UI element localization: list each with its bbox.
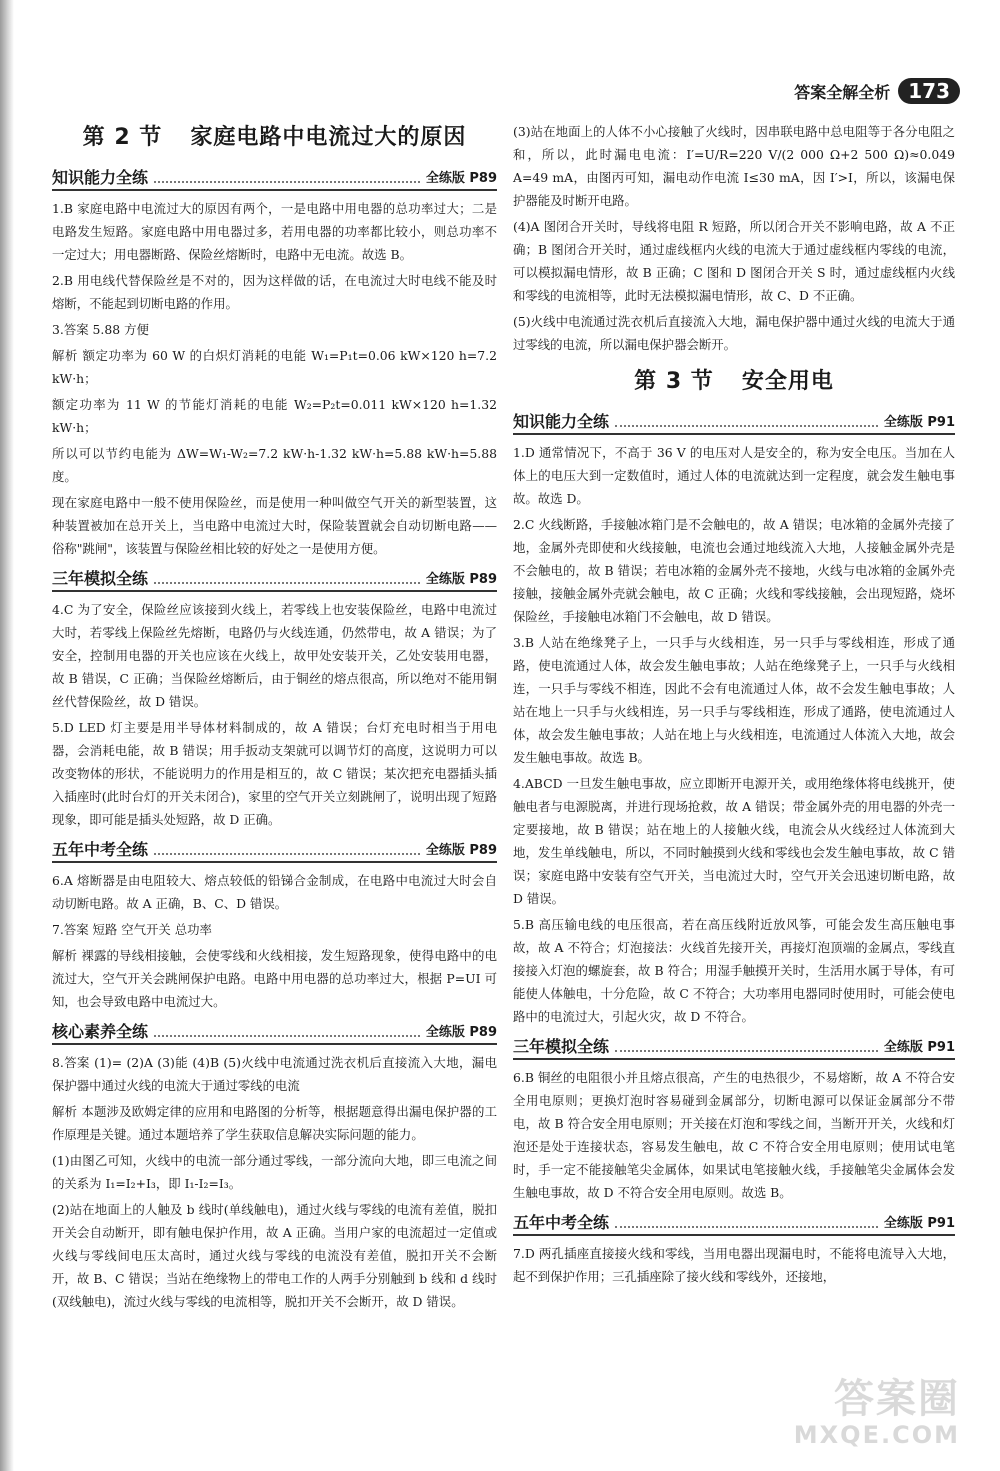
subsection-name: 五年中考全练 [513,1212,610,1232]
page-header [794,78,960,104]
answer-3-analysis-b: 额定功率为 11 W 的节能灯消耗的电能 W₂=P₂t=0.011 kW×120 h=1.32 kW·h； [52,397,497,435]
header-title: 答案全解全析 [794,82,891,102]
subsection-bar [52,835,497,863]
answer-3-analysis-c: 所以可以节约电能为 ΔW=W₁-W₂=7.2 kW·h-1.32 kW·h=5.88 kW·h=5.88 度。 [52,446,497,484]
subsection-bar [52,163,497,191]
subsection-page-ref: 全练版 P89 [425,1024,497,1040]
answer-5: 5.B 高压输电线的电压很高，若在高压线附近放风筝，可能会发生高压触电事故，故 A 不符合；灯泡接法：火线首先接开关，再接灯泡顶端的金属点，零线直接接入灯泡的螺旋套，故 B 符合；用湿手触摸开关时，生活用水属于导体，有可能使人体触电，十分危险，故 C 不符合；大功率用电器同时使用时，可能会使电路中的电流过大，引起火灾，故 D 不符合。 [513,917,955,1024]
answer-8-analysis-e: (4)A 图闭合开关时，导线将电阻 R 短路，所以闭合开关不影响电路，故 A 不正确；B 图闭合开关时，通过虚线框内火线的电流大于通过虚线框内零线的电流，可以模拟漏电情形，故 B 正确；C 图和 D 图闭合开关 S 时，通过虚线框内火线和零线的电流相等，此时无法模拟漏电情形，故 C、D 不正确。 [513,219,955,303]
answer-3-key: 3.答案 5.88 方便 [52,322,149,337]
answer-8-analysis-d: (3)站在地面上的人体不小心接触了火线时，因串联电路中总电阻等于各分电阻之和，所以，此时漏电电流：I′=U/R=220 V/(2 000 Ω+2 500 Ω)≈0.049 A=49 mA，由图丙可知，漏电动作电流 I≤30 mA，因 I′>I，所以，该漏电保护器能及时断开电路。 [513,124,955,208]
subsection-page-ref: 全练版 P91 [883,1215,955,1231]
dotted-divider [615,413,878,427]
watermark-text: 答案圈 [834,1376,960,1422]
watermark-url: MXQE.COM [793,1421,960,1449]
answer-3-analysis-d: 现在家庭电路中一般不使用保险丝，而是使用一种叫做空气开关的新型装置，这种装置被加在总开关上，当电路中电流过大时，保险装置就会自动切断电路——俗称"跳闸"，该装置与保险丝相比较的好处之一是使用方便。 [52,495,497,556]
page-number: 173 [898,78,960,104]
answer-7-key: 7.答案 短路 空气开关 总功率 [52,922,212,937]
dotted-divider [154,841,420,855]
subsection-bar [513,407,955,435]
section-title-3 [513,364,955,395]
left-column [52,112,497,1316]
dotted-divider [615,1038,878,1052]
subsection-name: 知识能力全练 [52,167,149,187]
answer-8-analysis-a: 解析 本题涉及欧姆定律的应用和电路图的分析等，根据题意得出漏电保护器的工作原理是关键。通过本题培养了学生获取信息解决实际问题的能力。 [52,1104,497,1142]
section-title-2 [52,120,497,151]
answer-7: 7.D 两孔插座直接接火线和零线，当用电器出现漏电时，不能将电流导入大地，起不到保护作用；三孔插座除了接火线和零线外，还接地， [513,1246,955,1284]
answer-5: 5.D LED 灯主要是用半导体材料制成的，故 A 错误；台灯充电时相当于用电器，会消耗电能，故 B 错误；用手扳动支架就可以调节灯的高度，这说明力可以改变物体的形状，不能说明力的作用是相互的，故 C 错误；某次把充电器插头插入插座时(此时台灯的开关未闭合)，家里的空气开关立刻跳闸了，说明出现了短路现象，即可能是插头处短路，故 D 正确。 [52,720,497,827]
answer-8-key: 8.答案 (1)= (2)A (3)能 (4)B (5)火线中电流通过洗衣机后直接流入大地，漏电保护器中通过火线的电流大于通过零线的电流 [52,1055,497,1093]
subsection-bar [513,1208,955,1236]
subsection-bar [52,564,497,592]
answer-2: 2.C 火线断路，手接触冰箱门是不会触电的，故 A 错误；电冰箱的金属外壳接了地，金属外壳即使和火线接触，电流也会通过地线流入大地，人接触金属外壳是不会触电的，故 B 错误；若电冰箱的金属外壳不接地，火线与电冰箱的金属外壳接触，接触金属外壳就会触电，故 C 正确；火线和零线接触，会出现短路，烧坏保险丝，手接触电冰箱门不会触电，故 D 错误。 [513,517,955,624]
dotted-divider [154,169,420,183]
subsection-page-ref: 全练版 P91 [883,1039,955,1055]
answer-4: 4.C 为了安全，保险丝应该接到火线上，若零线上也安装保险丝，电路中电流过大时，若零线上保险丝先熔断，电路仍与火线连通，仍然带电，故 A 错误；为了安全，控制用电器的开关也应该在火线上，故甲处安装开关，乙处安装用电器，故 B 错误，C 正确；当保险丝熔断后，由于铜丝的熔点很高，所以绝对不能用铜丝代替保险丝，故 D 错误。 [52,602,497,709]
subsection-name: 五年中考全练 [52,839,149,859]
answer-4: 4.ABCD 一旦发生触电事故，应立即断开电源开关，或用绝缘体将电线挑开，使触电者与电源脱离，并进行现场抢救，故 A 错误；带金属外壳的用电器的外壳一定要接地，故 B 错误；站在地上的人接触火线，电流会从火线经过人体流到大地，发生单线触电，所以，不同时触摸到火线和零线也会发生触电事故，故 C 错误；家庭电路中安装有空气开关，当电流过大时，空气开关会迅速切断电路，故 D 错误。 [513,776,955,906]
subsection-bar [513,1032,955,1060]
subsection-page-ref: 全练版 P91 [883,414,955,430]
subsection-bar [52,1017,497,1045]
subsection-page-ref: 全练版 P89 [425,571,497,587]
answer-6: 6.A 熔断器是由电阻较大、熔点较低的铅锑合金制成，在电路中电流过大时会自动切断电路。故 A 正确，B、C、D 错误。 [52,873,497,911]
answer-7-analysis: 解析 裸露的导线相接触，会使零线和火线相接，发生短路现象，使得电路中的电流过大，空气开关会跳闸保护电路。电路中用电器的总功率过大，根据 P=UI 可知，也会导致电路中电流过大。 [52,948,497,1009]
answer-3-analysis-a: 解析 额定功率为 60 W 的白炽灯消耗的电能 W₁=P₁t=0.06 kW×120 h=7.2 kW·h； [52,348,497,386]
subsection-name: 核心素养全练 [52,1021,149,1041]
section-number: 第 2 节 [82,125,163,150]
section-name: 安全用电 [741,369,834,394]
subsection-page-ref: 全练版 P89 [425,170,497,186]
watermark-logo [793,1376,960,1453]
answer-6: 6.B 铜丝的电阻很小并且熔点很高，产生的电热很少，不易熔断，故 A 不符合安全用电原则；更换灯泡时容易碰到金属部分，切断电源可以保证金属部分不带电，故 B 符合安全用电原则；开关接在灯泡和零线之间，当断开开关，火线和灯泡还是处于连接状态，容易发生触电，故 C 不符合安全用电原则；使用试电笔时，手一定不能接触笔尖金属体，如果试电笔接触火线，手接触笔尖金属体会发生触电事故，故 D 不符合安全用电原则。故选 B。 [513,1070,955,1200]
dotted-divider [154,570,420,584]
answer-8-analysis-f: (5)火线中电流通过洗衣机后直接流入大地，漏电保护器中通过火线的电流大于通过零线的电流，所以漏电保护器会断开。 [513,314,955,352]
answer-2: 2.B 用电线代替保险丝是不对的，因为这样做的话，在电流过大时电线不能及时熔断，不能起到切断电路的作用。 [52,273,497,311]
subsection-name: 知识能力全练 [513,411,610,431]
right-column [513,120,955,1291]
subsection-name: 三年模拟全练 [513,1036,610,1056]
page-binding-shadow [0,0,14,1471]
subsection-name: 三年模拟全练 [52,568,149,588]
answer-8-analysis-b: (1)由图乙可知，火线中的电流一部分通过零线，一部分流向大地，即三电流之间的关系为 I₁=I₂+I₃，即 I₁-I₂=I₃。 [52,1153,497,1191]
subsection-page-ref: 全练版 P89 [425,842,497,858]
answer-8-analysis-c: (2)站在地面上的人触及 b 线时(单线触电)，通过火线与零线的电流有差值，脱扣开关会自动断开，即有触电保护作用，故 A 正确。当用户家的电流超过一定值或火线与零线间电压太高时，通过火线与零线的电流没有差值，脱扣开关不会断开，故 B、C 错误；当站在绝缘物上的带电工作的人两手分别触到 b 线和 d 线时(双线触电)，流过火线与零线的电流相等，脱扣开关不会断开，故 D 错误。 [52,1202,497,1309]
dotted-divider [154,1023,420,1037]
section-name: 家庭电路中电流过大的原因 [190,125,467,150]
answer-1: 1.B 家庭电路中电流过大的原因有两个，一是电路中用电器的总功率过大；二是电路发生短路。家庭电路中用电器过多，若用电器的功率都比较小，则总功率不一定过大；用电器断路、保险丝熔断时，电路中无电流。故选 B。 [52,201,497,262]
answer-1: 1.D 通常情况下，不高于 36 V 的电压对人是安全的，称为安全电压。当加在人体上的电压大到一定数值时，通过人体的电流就达到一定程度，就会发生触电事故。故选 D。 [513,445,955,506]
answer-3: 3.B 人站在绝缘凳子上，一只手与火线相连，另一只手与零线相连，形成了通路，使电流通过人体，故会发生触电事故；人站在绝缘凳子上，一只手与火线相连，一只手与零线不相连，因此不会有电流通过人体，故不会发生触电事故；人站在地上一只手与火线相连，另一只手与零线相连，形成了通路，使电流通过人体，故会发生触电事故；人站在地上与火线相连，电流通过人体流入大地，故会发生触电事故。故选 B。 [513,635,955,765]
section-number: 第 3 节 [634,369,714,394]
dotted-divider [615,1214,878,1228]
